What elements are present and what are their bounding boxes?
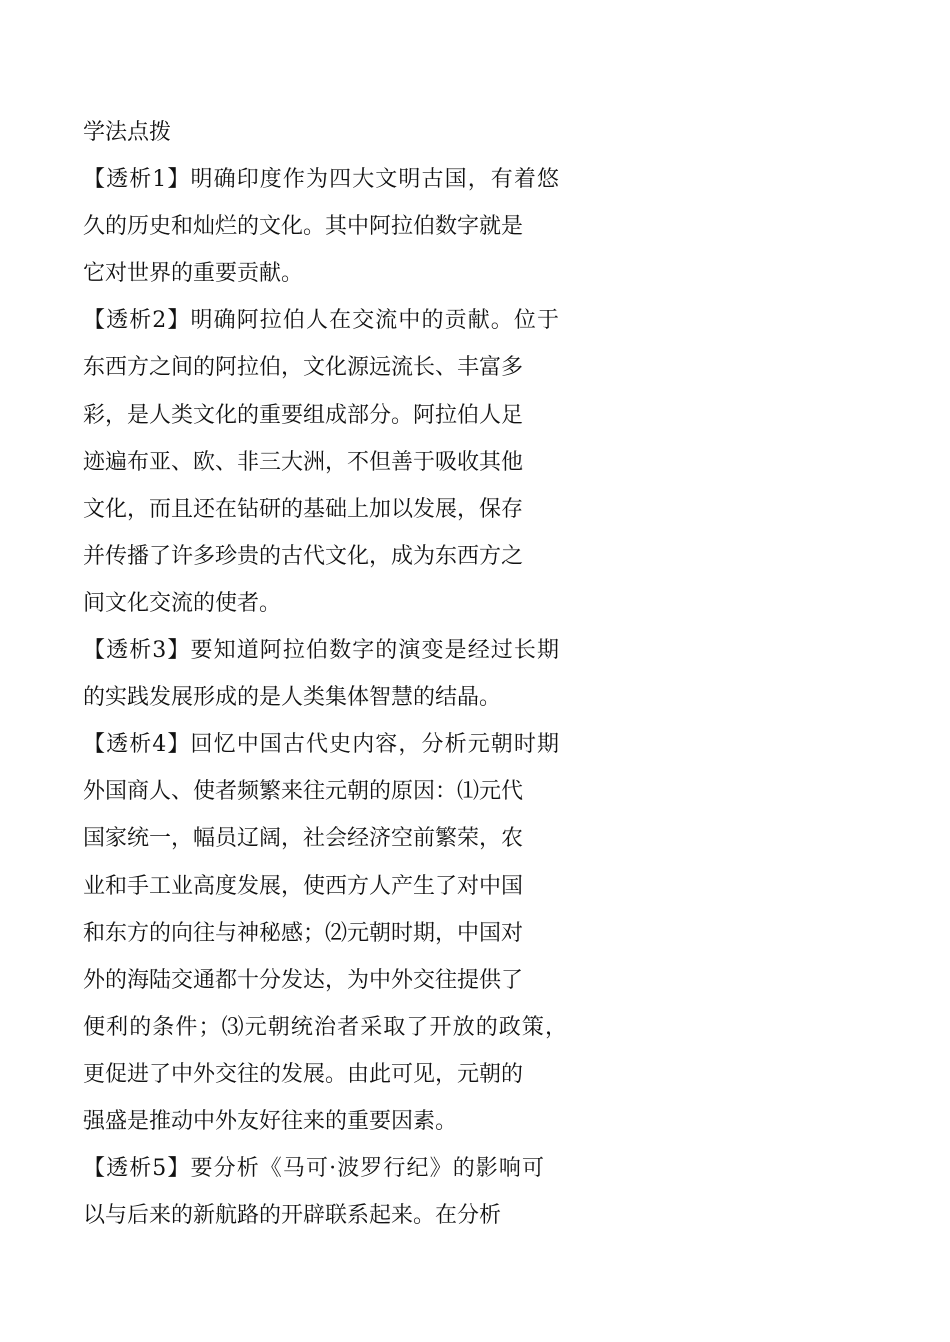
text-line: 外国商人、使者频繁来往元朝的原因：⑴元代 (83, 779, 524, 805)
text-line: 的实践发展形成的是人类集体智慧的结晶。 (83, 685, 502, 711)
text-line: 【透析5】要分析《马可·波罗行纪》的影响可 (83, 1156, 546, 1182)
text-line: 它对世界的重要贡献。 (83, 261, 304, 287)
text-line: 东西方之间的阿拉伯，文化源远流长、丰富多 (83, 355, 524, 381)
text-line: 外的海陆交通都十分发达，为中外交往提供了 (83, 967, 524, 993)
document-body (83, 109, 883, 1239)
text-line: 更促进了中外交往的发展。由此可见，元朝的 (83, 1061, 524, 1087)
text-line: 便利的条件；⑶元朝统治者采取了开放的政策， (83, 1014, 569, 1040)
text-line: 国家统一，幅员辽阔，社会经济空前繁荣，农 (83, 826, 524, 852)
text-line: 和东方的向往与神秘感；⑵元朝时期，中国对 (83, 920, 524, 946)
text-line: 以与后来的新航路的开辟联系起来。在分析 (83, 1203, 502, 1229)
text-line: 迹遍布亚、欧、非三大洲，不但善于吸收其他 (83, 449, 524, 475)
section-heading: 学法点拨 (83, 120, 172, 145)
text-line: 【透析4】回忆中国古代史内容，分析元朝时期 (83, 732, 561, 758)
text-line: 间文化交流的使者。 (83, 590, 282, 616)
text-line: 【透析3】要知道阿拉伯数字的演变是经过长期 (83, 638, 561, 664)
text-line: 彩，是人类文化的重要组成部分。阿拉伯人足 (83, 402, 524, 428)
text-line: 强盛是推动中外友好往来的重要因素。 (83, 1108, 458, 1134)
text-line: 【透析2】明确阿拉伯人在交流中的贡献。位于 (83, 308, 561, 334)
text-line: 文化，而且还在钻研的基础上加以发展，保存 (83, 496, 524, 522)
text-line: 业和手工业高度发展，使西方人产生了对中国 (83, 873, 524, 899)
text-line: 久的历史和灿烂的文化。其中阿拉伯数字就是 (83, 214, 524, 240)
text-line: 并传播了许多珍贵的古代文化，成为东西方之 (83, 543, 524, 569)
text-line: 【透析1】明确印度作为四大文明古国，有着悠 (83, 167, 561, 193)
